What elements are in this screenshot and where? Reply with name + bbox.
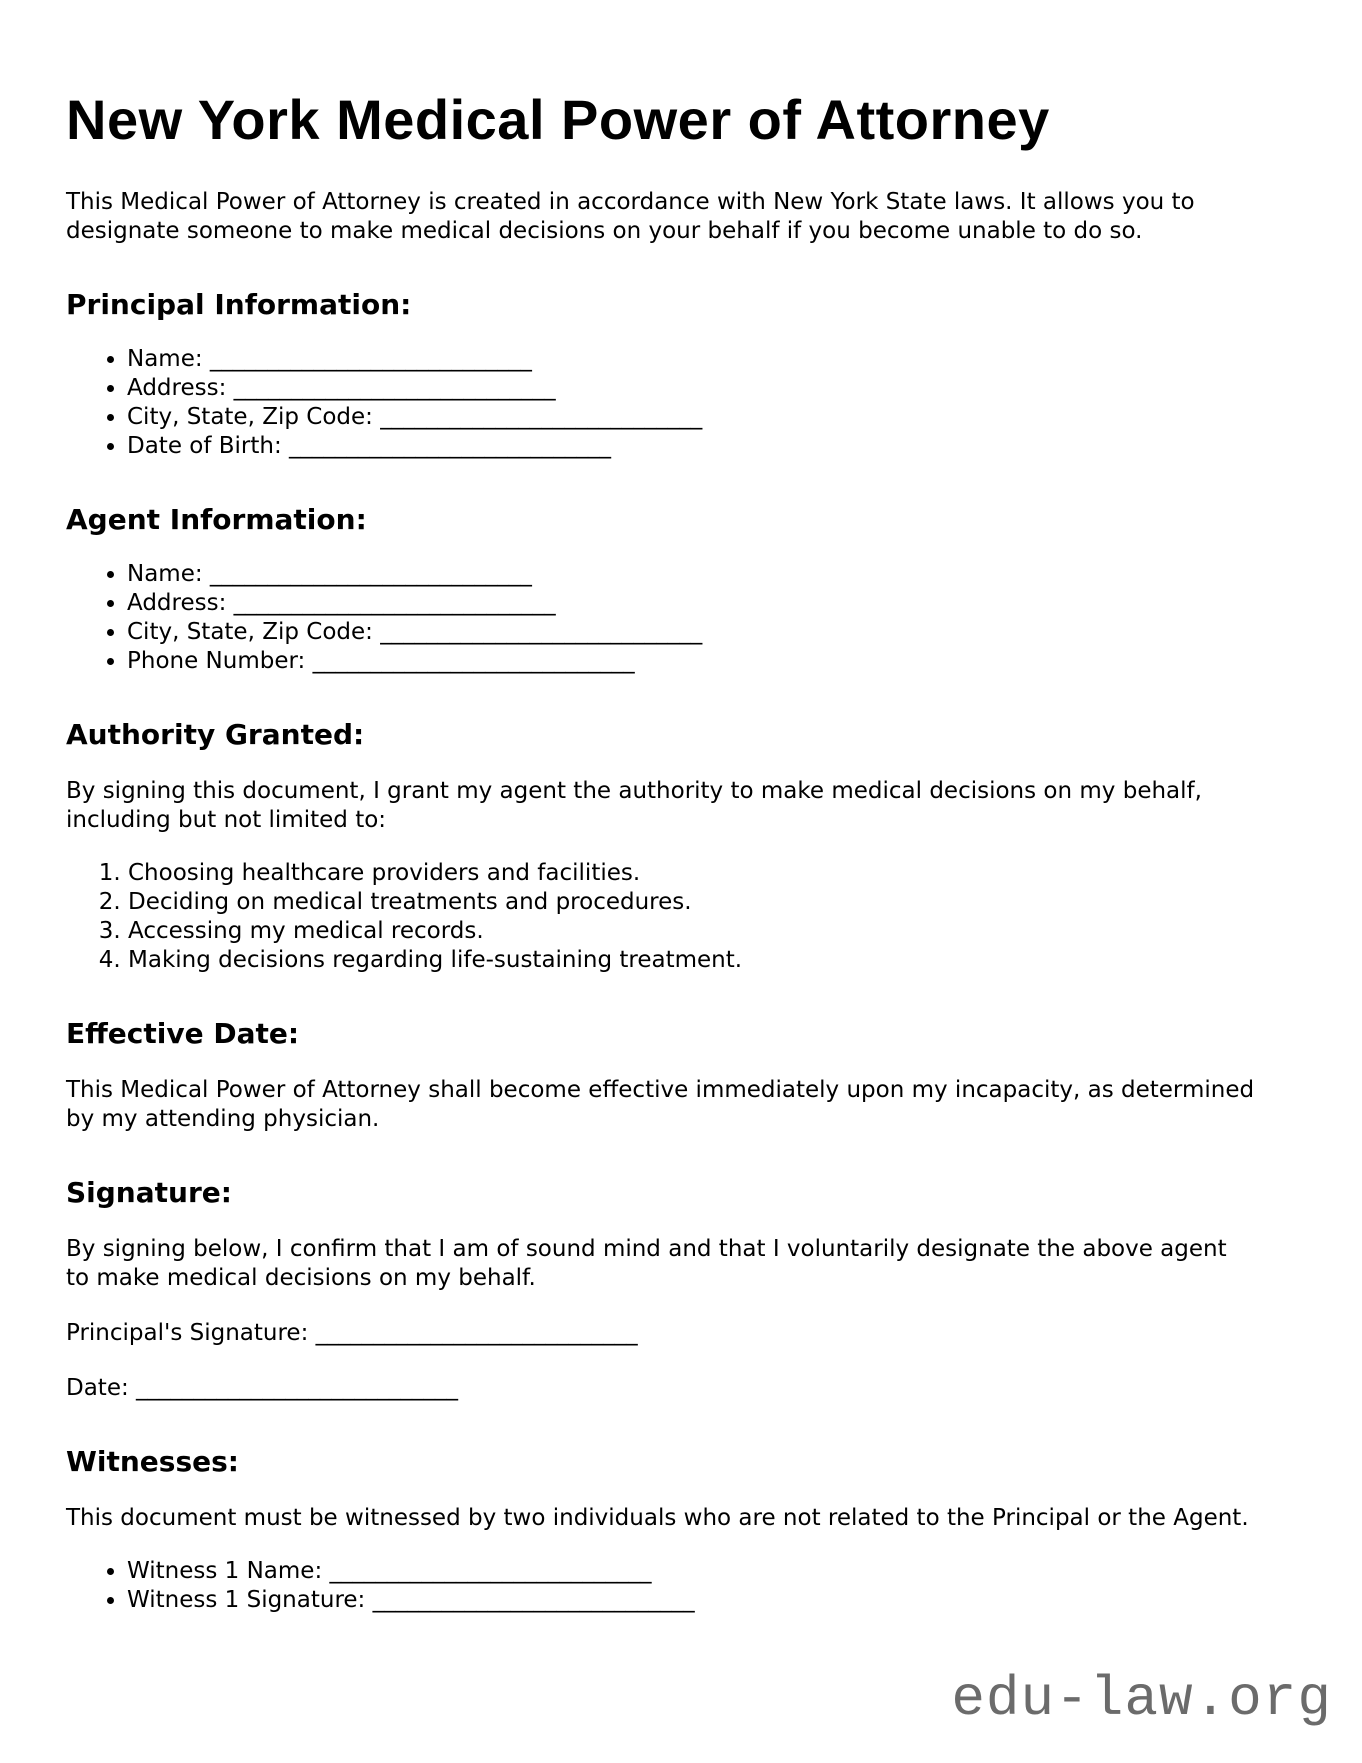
section-heading-authority-granted: Authority Granted: xyxy=(66,718,365,751)
principal-info-list xyxy=(66,345,1256,461)
list-item-principal-city-state-zip xyxy=(127,403,1256,432)
document-title: New York Medical Power of Attorney xyxy=(66,88,1050,151)
field-label: Witness 1 Name: xyxy=(127,1558,323,1584)
list-item-authority-4: 4. Making decisions regarding life-sustaining treatment. xyxy=(128,946,1256,975)
list-item-authority-1: 1. Choosing healthcare providers and facilities. xyxy=(128,859,1256,888)
signature-paragraph: By signing below, I confirm that I am of sound mind and that I voluntarily designate the above agent to make medical decisions on my behalf. xyxy=(66,1236,1227,1291)
blank-line: ____________________________ xyxy=(233,375,556,401)
authority-paragraph: By signing this document, I grant my agent the authority to make medical decisions on my behalf, including but not limited to: xyxy=(66,778,1202,833)
list-item-principal-date-of-birth xyxy=(127,432,1256,461)
list-item-authority-2: 2. Deciding on medical treatments and procedures. xyxy=(128,888,1256,917)
section-heading-principal-information: Principal Information: xyxy=(66,288,412,321)
list-item-principal-name xyxy=(127,345,1256,374)
list-item-witness1-signature xyxy=(127,1586,1256,1615)
date-line xyxy=(66,1374,1256,1403)
effective-date-paragraph: This Medical Power of Attorney shall become effective immediately upon my incapacity, as determined by my attending physician. xyxy=(66,1077,1255,1132)
witnesses-paragraph: This document must be witnessed by two individuals who are not related to the Principal or the Agent. xyxy=(66,1505,1249,1531)
blank-line: ____________________________ xyxy=(372,1587,695,1613)
blank-line: ____________________________ xyxy=(209,346,532,372)
list-item-witness1-name xyxy=(127,1557,1256,1586)
list-item-principal-address xyxy=(127,374,1256,403)
agent-info-list xyxy=(66,560,1256,676)
authority-list xyxy=(66,859,1256,975)
intro-paragraph: This Medical Power of Attorney is created in accordance with New York State laws. It allows you to designate someone to make medical decisions on your behalf if you become unable to do so. xyxy=(66,189,1195,244)
principal-signature-line xyxy=(66,1319,1256,1348)
field-label: Phone Number: xyxy=(127,648,306,674)
field-label: City, State, Zip Code: xyxy=(127,404,373,430)
field-label: Principal's Signature: xyxy=(66,1320,309,1346)
list-item-agent-phone-number xyxy=(127,647,1256,676)
witnesses-list xyxy=(66,1557,1256,1615)
blank-line: ____________________________ xyxy=(233,590,556,616)
blank-line: ____________________________ xyxy=(289,433,612,459)
list-item-agent-name xyxy=(127,560,1256,589)
section-heading-effective-date: Effective Date: xyxy=(66,1017,300,1050)
field-label: Name: xyxy=(127,346,203,372)
section-heading-signature: Signature: xyxy=(66,1176,232,1209)
blank-line: ____________________________ xyxy=(209,561,532,587)
field-label: Address: xyxy=(127,590,227,616)
blank-line: ____________________________ xyxy=(380,404,703,430)
blank-line: ____________________________ xyxy=(312,648,635,674)
field-label: Address: xyxy=(127,375,227,401)
section-heading-witnesses: Witnesses: xyxy=(66,1445,239,1478)
blank-line: ____________________________ xyxy=(315,1320,638,1346)
field-label: City, State, Zip Code: xyxy=(127,619,373,645)
section-heading-agent-information: Agent Information: xyxy=(66,503,367,536)
blank-line: ____________________________ xyxy=(329,1558,652,1584)
field-label: Date of Birth: xyxy=(127,433,282,459)
watermark-logo: edu-law.org xyxy=(951,1667,1332,1731)
field-label: Name: xyxy=(127,561,203,587)
field-label: Date: xyxy=(66,1375,129,1401)
list-item-authority-3: 3. Accessing my medical records. xyxy=(128,917,1256,946)
list-item-agent-address xyxy=(127,589,1256,618)
field-label: Witness 1 Signature: xyxy=(127,1587,366,1613)
blank-line: ____________________________ xyxy=(136,1375,459,1401)
blank-line: ____________________________ xyxy=(380,619,703,645)
list-item-agent-city-state-zip xyxy=(127,618,1256,647)
